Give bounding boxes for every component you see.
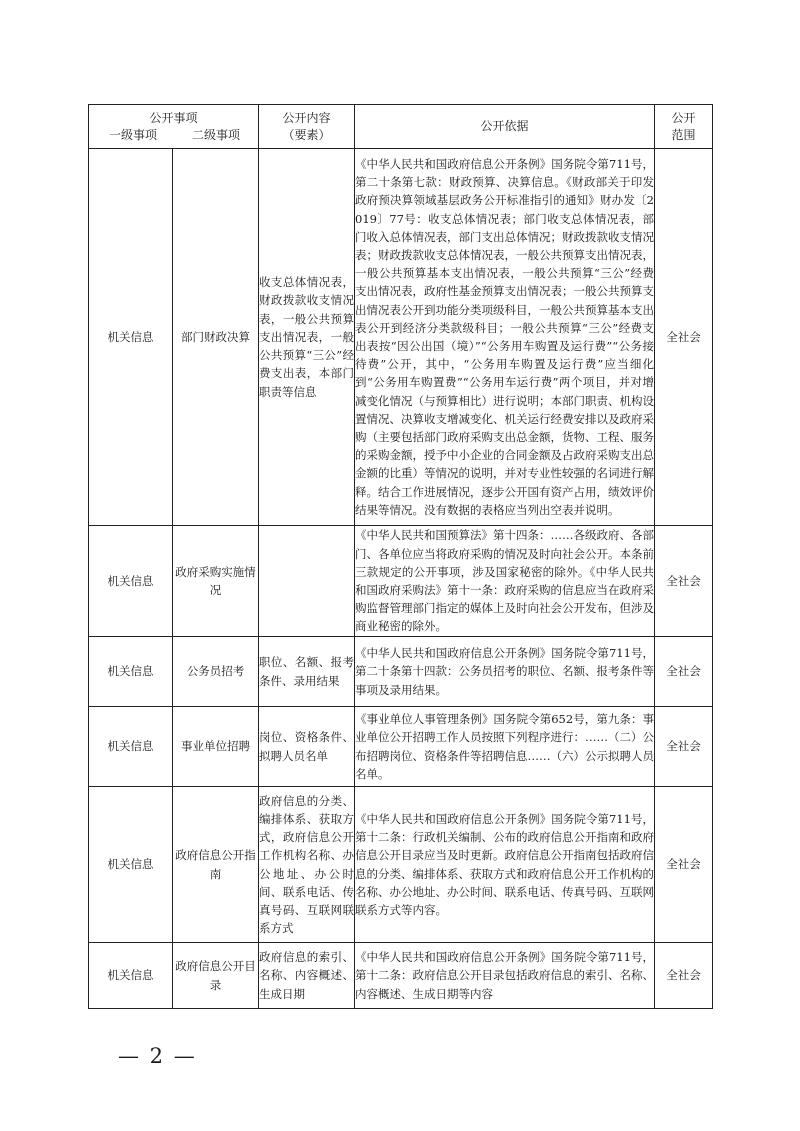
row-basis: 《中华人民共和国预算法》第十四条：……各级政府、各部门、各单位应当将政府采购的情况及时向社会公开。本条前三款规定的公开事项，涉及国家秘密的除外。《中华人民共和国政府采购法》第十一条：政府采购的信息应当在政府采购监督管理部门指定的媒体上及时向社会公开发布，但涉及商业秘密的除外。 xyxy=(355,526,655,637)
row-level2: 政府信息公开目录 xyxy=(173,943,259,1009)
row-scope: 全社会 xyxy=(655,787,713,943)
row-level2: 政府信息公开指南 xyxy=(173,787,259,943)
row-basis: 《中华人民共和国政府信息公开条例》国务院令第711号，第十二条：行政机关编制、公布的政府信息公开指南和政府信息公开目录应当及时更新。政府信息公开指南包括政府信息的分类、编排体系、获取方式和政府信息公开工作机构的名称、办公地址、办公时间、联系电话、传真号码、互联网联系方式等内容。 xyxy=(355,787,655,943)
row-level1: 机关信息 xyxy=(89,637,173,707)
row-scope: 全社会 xyxy=(655,526,713,637)
table-row xyxy=(89,943,713,1009)
header-level2: 二级事项 xyxy=(191,127,240,142)
row-content: 收支总体情况表，财政拨款收支情况表，一般公共预算支出情况表，一般公共预算“三公”经费支出表，本部门职责等信息 xyxy=(259,149,355,526)
row-content: 政府信息的索引、名称、内容概述、生成日期 xyxy=(259,943,355,1009)
row-level1: 机关信息 xyxy=(89,526,173,637)
page-number: — 2 — xyxy=(118,1044,197,1068)
header-content-line1: 公开内容 xyxy=(282,110,331,125)
header-basis: 公开依据 xyxy=(355,105,655,149)
table-row xyxy=(89,526,713,637)
header-scope xyxy=(655,105,713,149)
row-basis: 《中华人民共和国政府信息公开条例》国务院令第711号，第二十条第七款：财政预算、决算信息。《财政部关于印发政府预决算领域基层政务公开标准指引的通知》财办发〔2019〕77号：收支总体情况表；部门收支总体情况表，部门收入总体情况表，部门支出总体情况；财政拨款收支情况表；财政拨款收支总体情况表，一般公共预算支出情况表，一般公共预算基本支出情况表，一般公共预算“三公”经费支出情况表，政府性基金预算支出情况表；一般公共预算支出情况表公开到功能分类项级科目，一般公共预算基本支出表公开到经济分类款级科目；一般公共预算“三公”经费支出表按“因公出国（境）”“公务用车购置及运行费”“公务接待费”公开，其中，“公务用车购置及运行费”应当细化到“公务用车购置费”“公务用车运行费”两个项目，并对增减变化情况（与预算相比）进行说明；本部门职责、机构设置情况、决算收支增减变化、机关运行经费安排以及政府采购（主要包括部门政府采购支出总金额，货物、工程、服务的采购金额，授予中小企业的合同金额及占政府采购支出总金额的比重）等情况的说明，并对专业性较强的名词进行解释。结合工作进展情况，逐步公开国有资产占用，绩效评价结果等情况。没有数据的表格应当列出空表并说明。 xyxy=(355,149,655,526)
row-scope: 全社会 xyxy=(655,943,713,1009)
table-row xyxy=(89,637,713,707)
table-row xyxy=(89,707,713,787)
header-scope-line2: 范围 xyxy=(671,127,696,142)
row-level2: 政府采购实施情况 xyxy=(173,526,259,637)
header-content-line2: （要素） xyxy=(282,127,331,142)
row-content: 岗位、资格条件、拟聘人员名单 xyxy=(259,707,355,787)
row-scope: 全社会 xyxy=(655,637,713,707)
row-level2: 事业单位招聘 xyxy=(173,707,259,787)
table-row xyxy=(89,787,713,943)
row-level1: 机关信息 xyxy=(89,707,173,787)
table-row xyxy=(89,149,713,526)
disclosure-table xyxy=(88,104,713,1009)
row-basis: 《事业单位人事管理条例》国务院令第652号，第九条：事业单位公开招聘工作人员按照下列程序进行：……（二）公布招聘岗位、资格条件等招聘信息……（六）公示拟聘人员名单。 xyxy=(355,707,655,787)
row-level1: 机关信息 xyxy=(89,943,173,1009)
header-scope-line1: 公开 xyxy=(671,110,696,125)
row-level1: 机关信息 xyxy=(89,787,173,943)
row-level2: 公务员招考 xyxy=(173,637,259,707)
header-level1: 一级事项 xyxy=(109,127,158,142)
row-content xyxy=(259,526,355,637)
header-item-group xyxy=(89,105,259,149)
header-row xyxy=(89,105,713,149)
row-basis: 《中华人民共和国政府信息公开条例》国务院令第711号，第二十条第十四款：公务员招考的职位、名额、报考条件等事项及录用结果。 xyxy=(355,637,655,707)
header-content xyxy=(259,105,355,149)
row-level1: 机关信息 xyxy=(89,149,173,526)
header-item-group-label: 公开事项 xyxy=(149,110,198,125)
row-content: 政府信息的分类、编排体系、获取方式，政府信息公开工作机构名称、办公地址、办公时间、联系电话、传真号码、互联网联系方式 xyxy=(259,787,355,943)
row-content: 职位、名额、报考条件、录用结果 xyxy=(259,637,355,707)
row-scope: 全社会 xyxy=(655,707,713,787)
row-level2: 部门财政决算 xyxy=(173,149,259,526)
row-scope: 全社会 xyxy=(655,149,713,526)
row-basis: 《中华人民共和国政府信息公开条例》国务院令第711号，第十二条：政府信息公开目录包括政府信息的索引、名称、内容概述、生成日期等内容 xyxy=(355,943,655,1009)
